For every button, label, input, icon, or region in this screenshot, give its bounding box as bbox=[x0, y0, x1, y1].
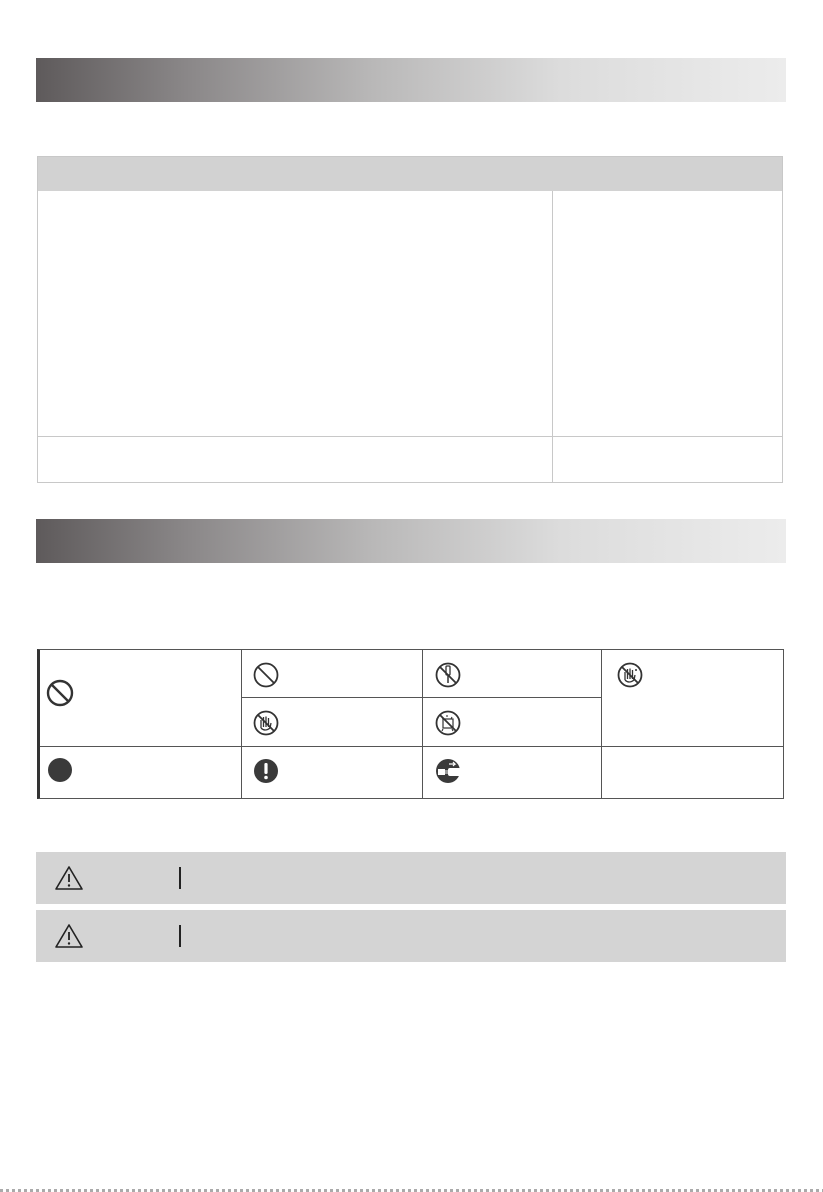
section-header-bar bbox=[36, 58, 786, 102]
mandatory-icon bbox=[46, 756, 74, 784]
symbol-table-divider bbox=[40, 746, 783, 747]
exclamation-icon bbox=[252, 757, 280, 785]
warning-triangle-icon bbox=[54, 865, 84, 891]
warning-separator bbox=[179, 925, 181, 947]
no-water-icon bbox=[434, 709, 462, 737]
no-disassembly-icon bbox=[434, 661, 462, 689]
warning-row bbox=[36, 852, 786, 904]
unplug-icon bbox=[434, 757, 464, 785]
no-touch-icon bbox=[252, 709, 280, 737]
symbol-table-divider bbox=[241, 697, 602, 698]
symbol-table-divider bbox=[241, 650, 242, 798]
section-header-bar bbox=[36, 519, 786, 563]
spec-table-header bbox=[38, 157, 782, 191]
caution-row bbox=[36, 910, 786, 962]
spec-table-column-divider bbox=[552, 191, 553, 482]
symbol-table-divider bbox=[601, 650, 602, 798]
prohibition-icon bbox=[252, 661, 280, 689]
warning-triangle-icon bbox=[54, 923, 84, 949]
no-wet-hands-icon bbox=[616, 661, 644, 689]
spec-table bbox=[37, 156, 783, 483]
prohibition-icon bbox=[45, 678, 75, 708]
spec-table-row-divider bbox=[38, 436, 782, 437]
symbol-table-divider bbox=[422, 650, 423, 798]
symbol-table bbox=[37, 649, 784, 799]
warning-separator bbox=[179, 867, 181, 889]
